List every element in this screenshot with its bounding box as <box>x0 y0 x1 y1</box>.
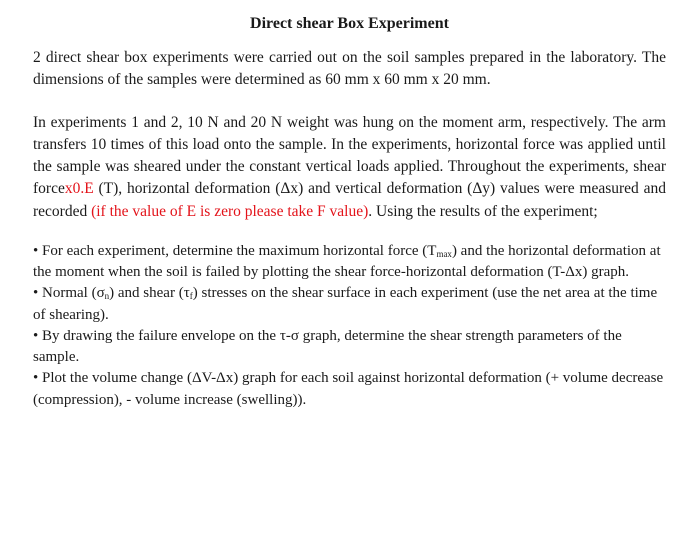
task-1-text-a: • For each experiment, determine the maximum horizontal force (T <box>33 243 437 260</box>
procedure-text-2: (T), horizontal deformation (Δx) and vertical deformation (Δy) values were measured and recorded <box>33 180 666 220</box>
task-2-text-c: ) stresses on the shear surface in each experiment (use the net area at the time of shearing). <box>33 285 658 323</box>
document-title: Direct shear Box Experiment <box>250 15 449 32</box>
task-item-stresses <box>33 283 666 325</box>
procedure-text-1: In experiments 1 and 2, 10 N and 20 N weight was hung on the moment arm, respectively. The arm transfers 10 times of this load onto the sample. In the experiments, horizontal force was applied until the sample was sheared under the constant vertical loads applied. Throughout the experiments, shear force <box>33 113 666 198</box>
task-2-subscript-f: f <box>189 291 193 302</box>
task-1-subscript: max <box>436 249 452 260</box>
red-note: (if the value of E is zero please take F value) <box>91 202 369 220</box>
task-item-volume-change: • Plot the volume change (ΔV-Δx) graph for each soil against horizontal deformation (+ volume decrease (compression), - volume increase (swelling)). <box>33 370 664 408</box>
procedure-text-3: . Using the results of the experiment; <box>368 202 598 220</box>
task-2-text-b: ) and shear (τ <box>109 285 190 302</box>
shear-force-multiplier: x0.E <box>64 180 94 198</box>
task-item-failure-envelope: • By drawing the failure envelope on the τ-σ graph, determine the shear strength parameters of the sample. <box>33 327 622 366</box>
task-2-text-a: • Normal (σ <box>33 285 105 302</box>
intro-paragraph: 2 direct shear box experiments were carried out on the soil samples prepared in the laboratory. The dimensions of the samples were determined as 60 mm x 60 mm x 20 mm. <box>33 49 666 89</box>
task-2-subscript-n: n <box>104 291 110 302</box>
task-1-text-b: ) and the horizontal deformation at the moment when the soil is failed by plotting the shear force-horizontal deformation (T-Δx) graph. <box>33 243 661 281</box>
procedure-paragraph <box>33 112 666 223</box>
task-item-max-force <box>33 241 666 283</box>
task-list <box>33 241 666 411</box>
